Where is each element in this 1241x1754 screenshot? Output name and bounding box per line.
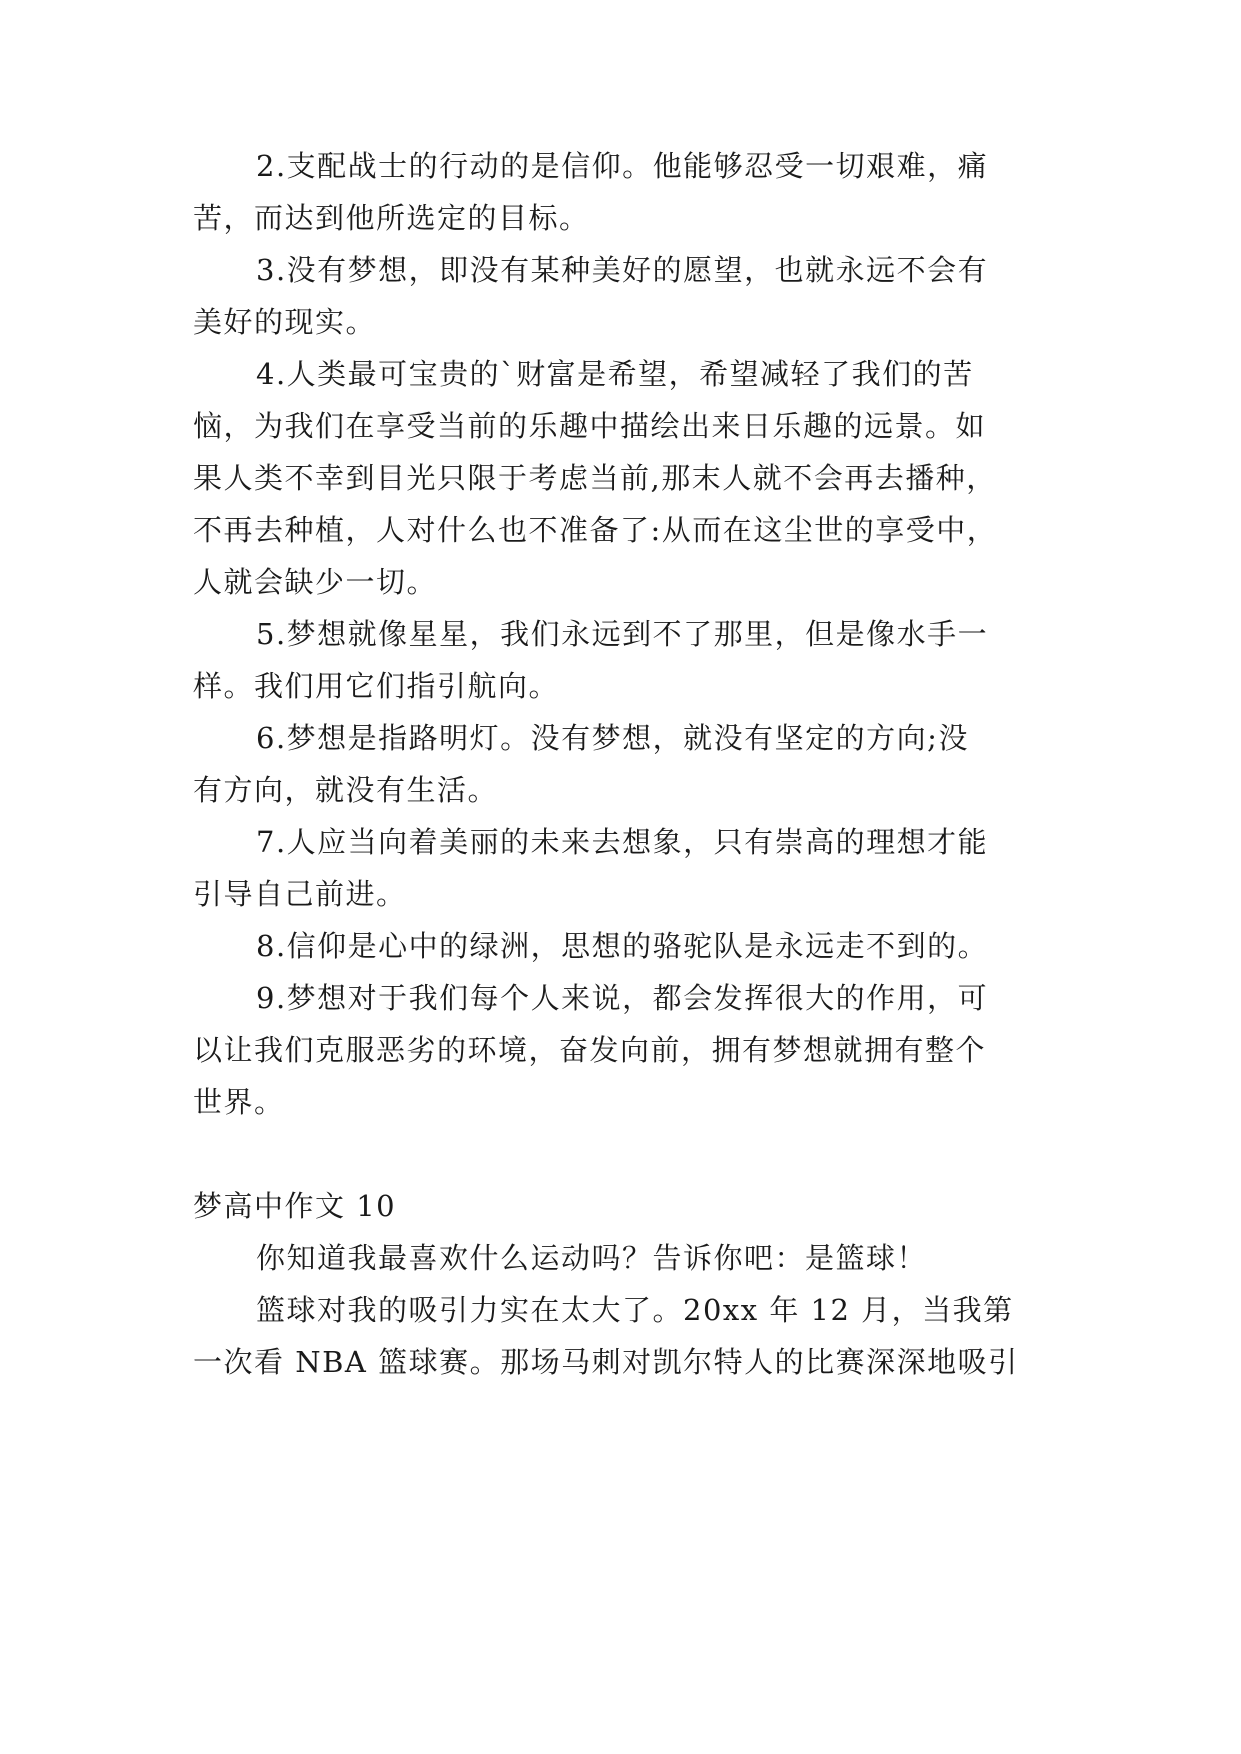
quote-4-line-3: 果人类不幸到目光只限于考虑当前,那末人就不会再去播种， bbox=[193, 461, 997, 495]
quote-3-line-1: 3.没有梦想，即没有某种美好的愿望，也就永远不会有 bbox=[256, 253, 989, 287]
quote-7-line-2: 引导自己前进。 bbox=[193, 877, 407, 911]
quote-4-line-4: 不再去种植，人对什么也不准备了:从而在这尘世的享受中， bbox=[193, 513, 998, 547]
essay-paragraph-2-line-2: 一次看 NBA 篮球赛。那场马刺对凯尔特人的比赛深深地吸引 bbox=[193, 1345, 1019, 1379]
quote-4-line-2: 恼，为我们在享受当前的乐趣中描绘出来日乐趣的远景。如 bbox=[193, 409, 987, 443]
quote-7-line-1: 7.人应当向着美丽的未来去想象，只有崇高的理想才能 bbox=[256, 825, 989, 859]
quote-9-line-1: 9.梦想对于我们每个人来说，都会发挥很大的作用，可 bbox=[256, 981, 989, 1015]
quote-4-line-1: 4.人类最可宝贵的`财富是希望，希望减轻了我们的苦 bbox=[256, 357, 974, 391]
quote-2-line-2: 苦，而达到他所选定的目标。 bbox=[193, 201, 590, 235]
quote-2-line-1: 2.支配战士的行动的是信仰。他能够忍受一切艰难，痛 bbox=[256, 149, 989, 183]
quote-4-line-5: 人就会缺少一切。 bbox=[193, 565, 438, 599]
quote-8-line-1: 8.信仰是心中的绿洲，思想的骆驼队是永远走不到的。 bbox=[256, 929, 989, 963]
essay-paragraph-1: 你知道我最喜欢什么运动吗？告诉你吧：是篮球！ bbox=[256, 1241, 928, 1275]
quote-5-line-1: 5.梦想就像星星，我们永远到不了那里，但是像水手一 bbox=[256, 617, 989, 651]
quote-3-line-2: 美好的现实。 bbox=[193, 305, 377, 339]
quote-9-line-2: 以让我们克服恶劣的环境，奋发向前，拥有梦想就拥有整个 bbox=[193, 1033, 987, 1067]
quote-9-line-3: 世界。 bbox=[193, 1085, 285, 1119]
quote-6-line-2: 有方向，就没有生活。 bbox=[193, 773, 499, 807]
essay-paragraph-2-line-1: 篮球对我的吸引力实在太大了。20xx 年 12 月，当我第 bbox=[256, 1293, 1014, 1327]
quote-6-line-1: 6.梦想是指路明灯。没有梦想，就没有坚定的方向;没 bbox=[256, 721, 969, 755]
quote-5-line-2: 样。我们用它们指引航向。 bbox=[193, 669, 560, 703]
section-heading: 梦高中作文 10 bbox=[193, 1189, 397, 1223]
